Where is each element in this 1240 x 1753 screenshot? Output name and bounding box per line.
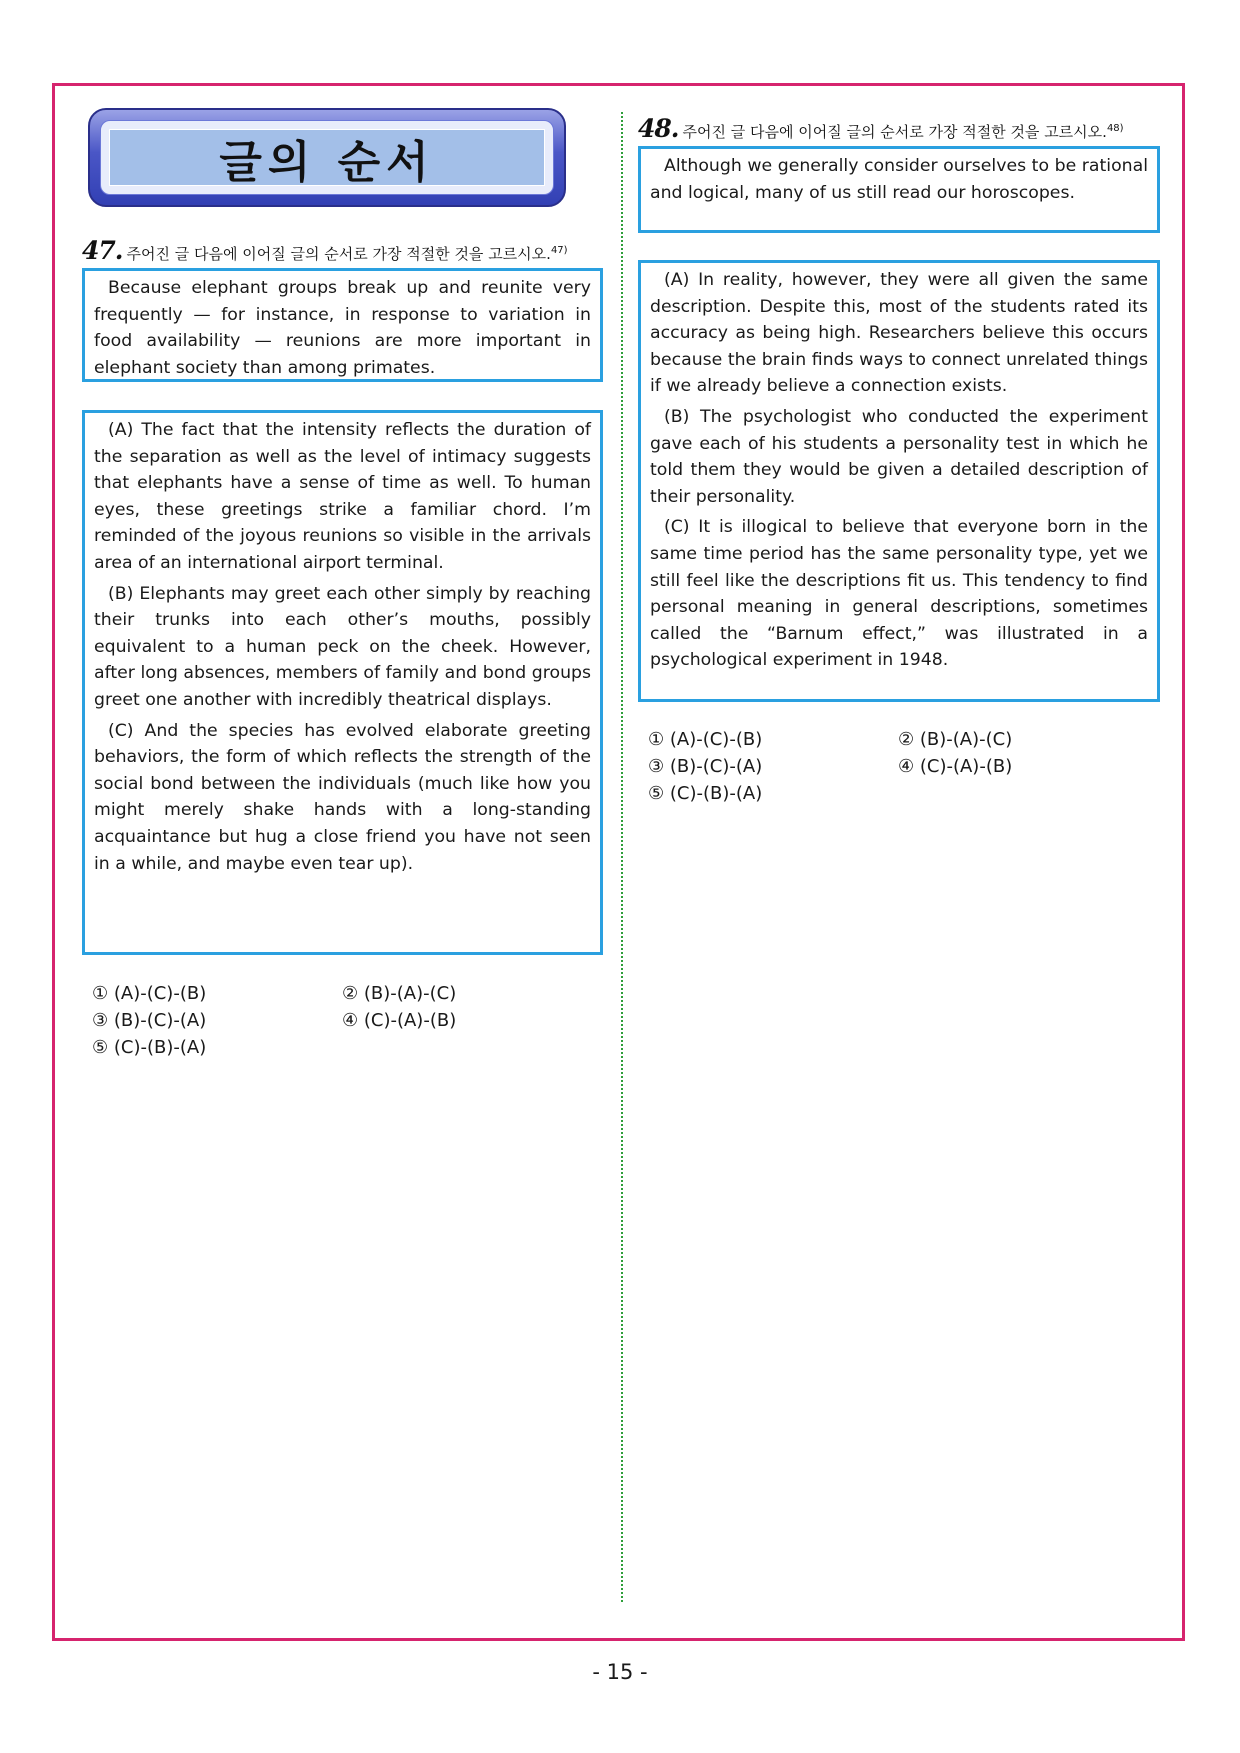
q48-given-box	[638, 146, 1160, 233]
q47-choice-3[interactable]: ③ (B)-(C)-(A)	[92, 1010, 207, 1031]
q48-paragraph-a: (A) In reality, however, they were all given the same description. Despite this, most of the students rated its accuracy as being high. Researchers believe this occurs because the brain finds ways to connect unrelated things if we already believe a connection exists.	[650, 270, 1148, 397]
q47-choices	[92, 980, 612, 1070]
q47-footnote: 47)	[550, 245, 568, 256]
q48-choices	[648, 726, 1168, 816]
q47-paragraph-c: (C) And the species has evolved elaborate greeting behaviors, the form of which reflects the strength of the social bond between the individuals (much like how you might merely shake hands with a long-standing acquaintance but hug a close friend you have not seen in a while, and maybe even tear up).	[94, 720, 591, 874]
q48-choice-3[interactable]: ③ (B)-(C)-(A)	[648, 756, 763, 777]
q48-instruction: 주어진 글 다음에 이어질 글의 순서로 가장 적절한 것을 고르시오.	[682, 123, 1107, 141]
section-title-banner-inner	[100, 120, 554, 195]
q48-paragraph-c: (C) It is illogical to believe that everyone born in the same time period has the same personality type, yet we still feel like the descriptions fit us. This tendency to find personal meaning in general descriptions, sometimes called the “Barnum effect,” was illustrated in a psychological experiment in 1948.	[650, 517, 1148, 671]
q47-choice-1[interactable]: ① (A)-(C)-(B)	[92, 983, 207, 1004]
q47-given-box	[82, 268, 603, 382]
section-title: 글의 순서	[219, 136, 435, 188]
q48-number: 48.	[638, 114, 679, 143]
q47-paragraph-a: (A) The fact that the intensity reflects the duration of the separation as well as the level of intimacy suggests that elephants have a sense of time as well. To human eyes, these greetings strike a familiar chord. I’m reminded of the joyous reunions so visible in the arrivals area of an international airport terminal.	[94, 420, 591, 573]
q47-paragraphs-box	[82, 410, 603, 955]
q48-heading	[638, 114, 1124, 143]
section-title-banner	[88, 108, 566, 207]
q47-heading	[82, 236, 568, 265]
q47-choice-4[interactable]: ④ (C)-(A)-(B)	[342, 1010, 457, 1031]
q47-number: 47.	[82, 236, 123, 265]
q48-footnote: 48)	[1106, 123, 1124, 134]
column-divider	[621, 112, 623, 1602]
q47-choice-2[interactable]: ② (B)-(A)-(C)	[342, 983, 457, 1004]
section-title-banner-core	[109, 129, 545, 186]
q48-choice-2[interactable]: ② (B)-(A)-(C)	[898, 729, 1013, 750]
q48-given-text: Although we generally consider ourselves to be rational and logical, many of us still read our horoscopes.	[650, 156, 1148, 203]
page-number: - 15 -	[592, 1660, 648, 1684]
q48-paragraphs-box	[638, 260, 1160, 702]
q48-paragraph-b: (B) The psychologist who conducted the experiment gave each of his students a personality test in which he told them they would be given a detailed description of their personality.	[650, 406, 1148, 507]
q47-instruction: 주어진 글 다음에 이어질 글의 순서로 가장 적절한 것을 고르시오.	[126, 245, 551, 263]
q48-choice-1[interactable]: ① (A)-(C)-(B)	[648, 729, 763, 750]
q47-given-text: Because elephant groups break up and reunite very frequently — for instance, in response to variation in food availability — reunions are more important in elephant society than among primates.	[94, 278, 591, 378]
q47-choice-5[interactable]: ⑤ (C)-(B)-(A)	[92, 1037, 207, 1058]
q48-choice-5[interactable]: ⑤ (C)-(B)-(A)	[648, 783, 763, 804]
q47-paragraph-b: (B) Elephants may greet each other simply by reaching their trunks into each other’s mouths, possibly equivalent to a human peck on the cheek. However, after long absences, members of family and bond groups greet one another with incredibly theatrical displays.	[94, 583, 591, 710]
q48-choice-4[interactable]: ④ (C)-(A)-(B)	[898, 756, 1013, 777]
